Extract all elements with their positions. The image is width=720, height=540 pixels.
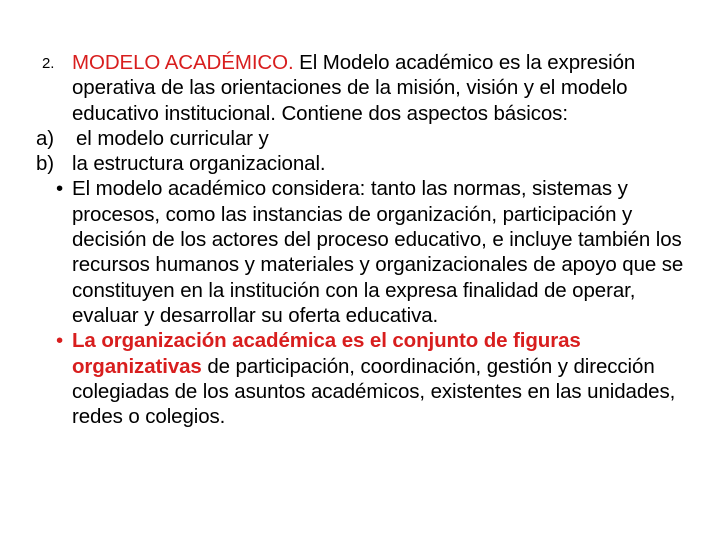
bullet-highlight-2: La organización académica es el conjunto de figuras organizativas: [72, 329, 581, 378]
heading-paragraph: [36, 50, 696, 126]
bullet-marker-2: •: [56, 329, 64, 353]
list-text-a: el modelo curricular y: [76, 126, 269, 150]
list-marker-a: a): [36, 126, 55, 150]
bullet-item-2: [36, 328, 696, 429]
bullet-text-1: El modelo académico considera: tanto las normas, sistemas y procesos, como las instancias de organización, participación y decisión de los actores del proceso educativo, e incluye también los recursos humanos y materiales y organizacionales de apoyo que se constituyen en la institución con la expresa finalidad de operar, evaluar y desarrollar su oferta educativa.: [72, 177, 684, 327]
heading-text: El Modelo académico es la expresión operativa de las orientaciones de la misión, visión y el modelo educativo institucional. Contiene dos aspectos básicos:: [72, 51, 636, 125]
bullet-item-1: [36, 176, 696, 328]
list-item-a: [36, 126, 696, 151]
bullet-text-2: de participación, coordinación, gestión y dirección colegiadas de los asuntos académicos, existentes en las unidades, redes o colegios.: [72, 354, 676, 429]
section-title: MODELO ACADÉMICO.: [72, 51, 294, 74]
slide-content: [36, 50, 696, 429]
list-item-b: [36, 151, 696, 176]
bullet-marker-1: •: [56, 177, 64, 201]
section-number: 2.: [42, 55, 55, 72]
list-text-b: la estructura organizacional.: [72, 152, 326, 176]
list-marker-b: b): [36, 152, 55, 176]
